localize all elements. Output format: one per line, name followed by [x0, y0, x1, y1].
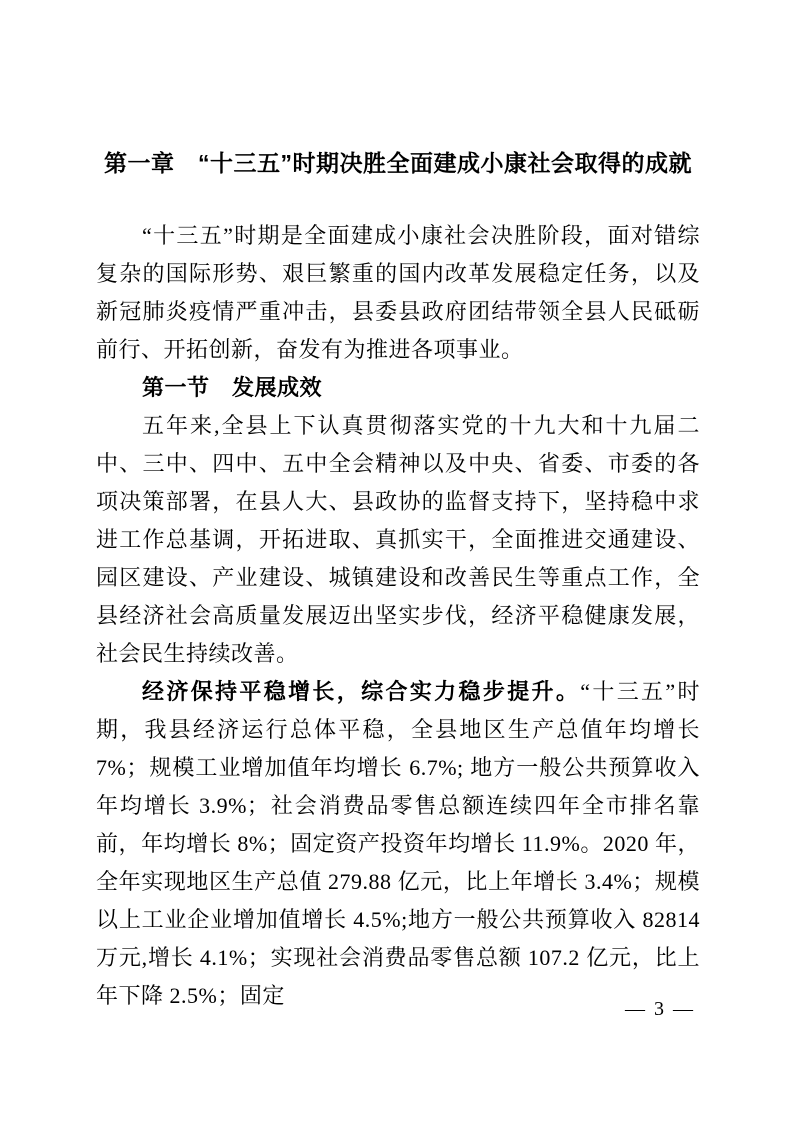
- chapter-title: 第一章 “十三五”时期决胜全面建成小康社会取得的成就: [104, 150, 692, 176]
- page-content: [96, 146, 700, 1015]
- economy-paragraph-body: “十三五”时期，我县经济运行总体平稳，全县地区生产总值年均增长 7%；规模工业增加值年均增长 6.7%; 地方一般公共预算收入年均增长 3.9%；社会消费品零售总额连续四年全市排名靠前，年均增长 8%；固定资产投资年均增长 11.9%。2020 年，全年实现地区生产总值 279.88 亿元，比上年增长 3.4%；规模以上工业企业增加值增长 4.5%;地方一般公共预算收入 82814 万元,增长 4.1%；实现社会消费品零售总额 107.2 亿元，比上年下降 2.5%；固定: [96, 679, 700, 1008]
- section-paragraph: 五年来,全县上下认真贯彻落实党的十九大和十九届二中、三中、四中、五中全会精神以及中央、省委、市委的各项决策部署，在县人大、县政协的监督支持下，坚持稳中求进工作总基调，开拓进取、真抓实干，全面推进交通建设、园区建设、产业建设、城镇建设和改善民生等重点工作，全县经济社会高质量发展迈出坚实步伐，经济平稳健康发展，社会民生持续改善。: [96, 413, 700, 666]
- economy-paragraph: [96, 673, 700, 1015]
- economy-paragraph-bold-lead: 经济保持平稳增长，综合实力稳步提升。: [142, 679, 581, 704]
- section-heading: 第一节 发展成效: [142, 375, 323, 400]
- page-number: — 3 —: [625, 998, 695, 1020]
- intro-paragraph: “十三五”时期是全面建成小康社会决胜阶段，面对错综复杂的国际形势、艰巨繁重的国内改革发展稳定任务，以及新冠肺炎疫情严重冲击，县委县政府团结带领全县人民砥砺前行、开拓创新，奋发有为推进各项事业。: [96, 223, 700, 362]
